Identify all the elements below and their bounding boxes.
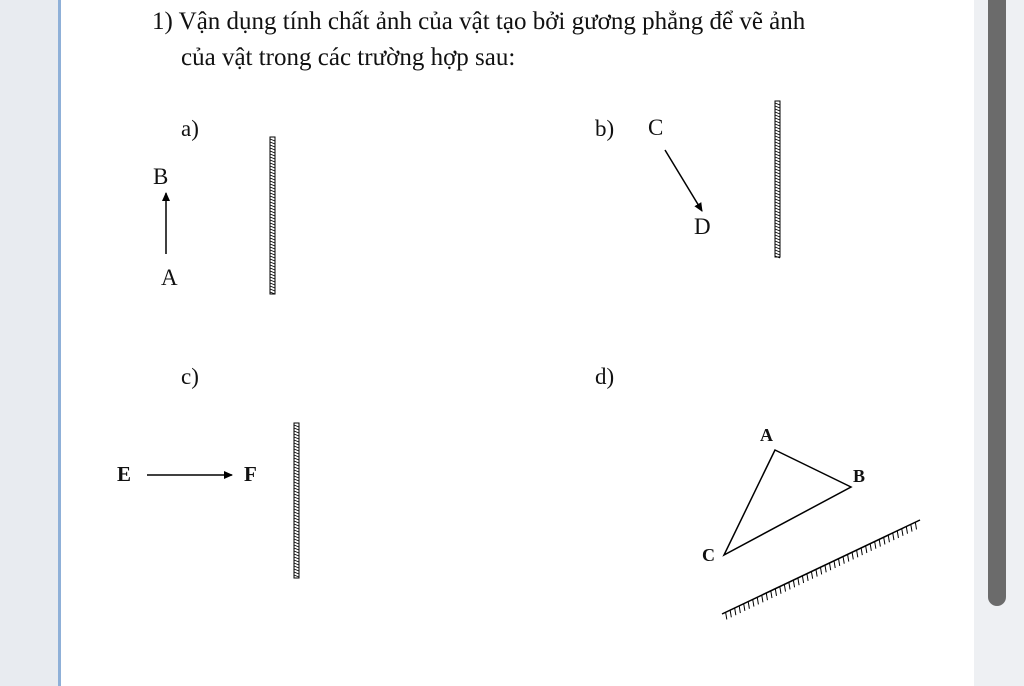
point-b-label: B	[153, 164, 169, 189]
triangle-abc	[724, 450, 851, 555]
question-number: 1)	[152, 8, 173, 35]
point-d-label: D	[694, 214, 711, 239]
point-e-label: E	[117, 462, 132, 486]
mirror-a	[270, 137, 275, 294]
case-b-label: b)	[595, 116, 615, 141]
object-cd-arrow	[665, 150, 702, 211]
point-c-label: C	[648, 115, 664, 140]
mirror-d	[722, 520, 920, 619]
case-d-label: d)	[595, 364, 615, 389]
vertex-a-label: A	[760, 425, 773, 445]
point-a-label: A	[161, 265, 178, 290]
mirror-c	[294, 423, 299, 578]
vertex-b-label: B	[853, 466, 866, 486]
question-text-1: Vận dụng tính chất ảnh của vật tạo bởi gương phẳng để vẽ ảnh	[178, 8, 806, 35]
case-c-label: c)	[181, 364, 199, 389]
question-text-2: của vật trong các trường hợp sau:	[181, 44, 516, 71]
point-f-label: F	[244, 462, 257, 486]
vertex-c-label: C	[702, 545, 715, 565]
mirror-b	[775, 101, 780, 258]
case-a-label: a)	[181, 116, 199, 141]
